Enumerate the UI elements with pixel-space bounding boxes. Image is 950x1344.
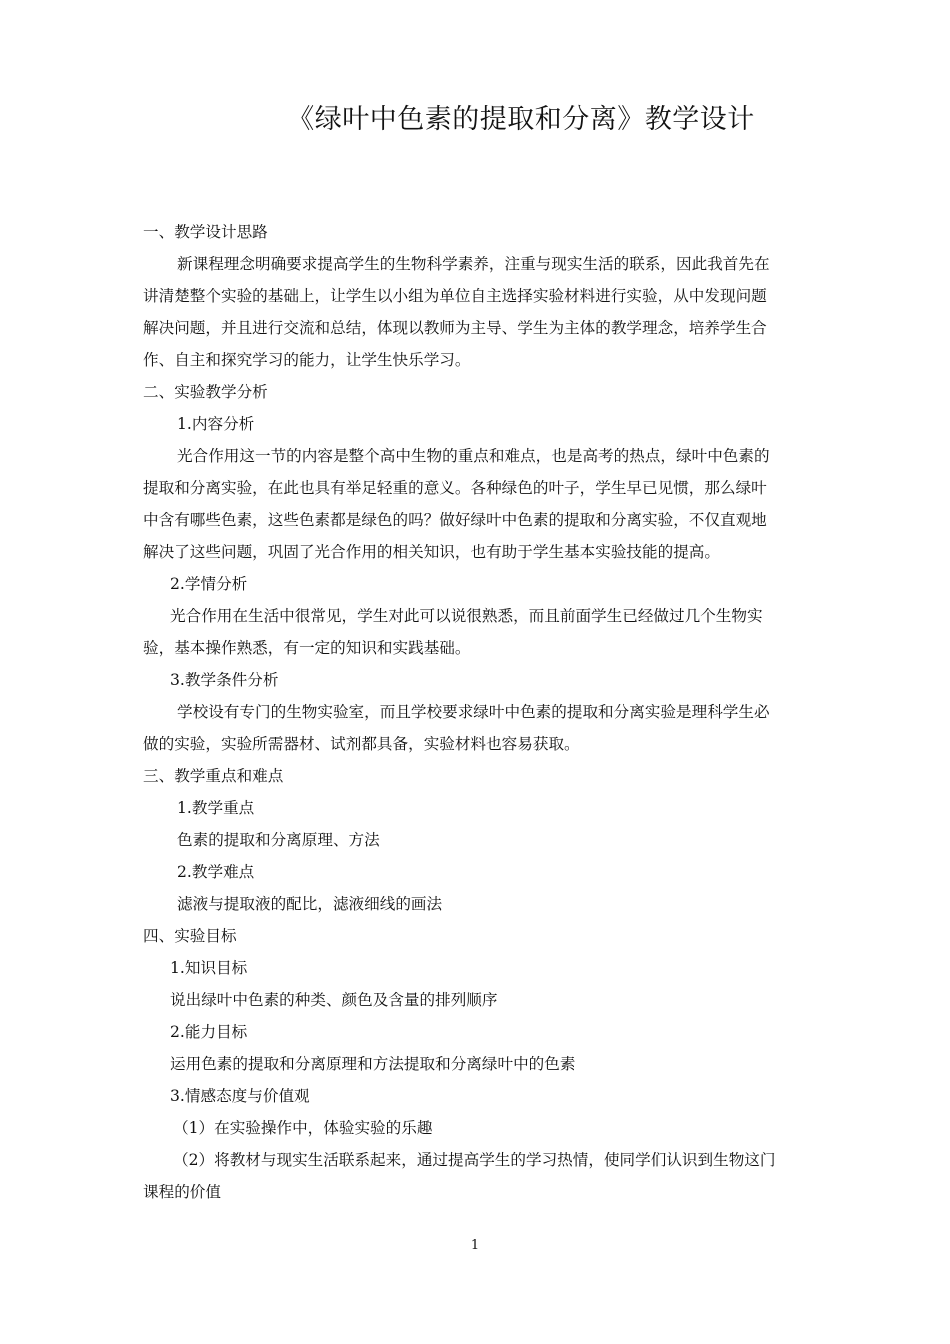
subsection-heading: 3.情感态度与价值观 <box>170 1087 310 1105</box>
paragraph-line: 说出绿叶中色素的种类、颜色及含量的排列顺序 <box>170 991 498 1009</box>
paragraph-line: 做的实验，实验所需器材、试剂都具备，实验材料也容易获取。 <box>143 735 580 753</box>
paragraph-line: 滤液与提取液的配比，滤液细线的画法 <box>177 895 443 913</box>
section-heading: 四、实验目标 <box>143 927 237 945</box>
paragraph-line: 运用色素的提取和分离原理和方法提取和分离绿叶中的色素 <box>170 1055 576 1073</box>
document-title: 《绿叶中色素的提取和分离》教学设计 <box>287 104 755 135</box>
paragraph-line: 解决问题，并且进行交流和总结，体现以教师为主导、学生为主体的教学理念，培养学生合 <box>143 319 767 337</box>
subsection-heading: 2.教学难点 <box>177 863 255 881</box>
paragraph-line: 提取和分离实验，在此也具有举足轻重的意义。各种绿色的叶子，学生早已见惯，那么绿叶 <box>143 479 767 497</box>
paragraph-line: 作、自主和探究学习的能力，让学生快乐学习。 <box>143 351 471 369</box>
paragraph-line: 讲清楚整个实验的基础上，让学生以小组为单位自主选择实验材料进行实验，从中发现问题 <box>143 287 767 305</box>
paragraph-line: 色素的提取和分离原理、方法 <box>177 831 380 849</box>
list-item: （1）在实验操作中，体验实验的乐趣 <box>173 1119 433 1137</box>
section-heading: 三、教学重点和难点 <box>143 767 284 785</box>
paragraph-line: 光合作用在生活中很常见，学生对此可以说很熟悉，而且前面学生已经做过几个生物实 <box>170 607 763 625</box>
paragraph-line: 光合作用这一节的内容是整个高中生物的重点和难点，也是高考的热点，绿叶中色素的 <box>177 447 770 465</box>
subsection-heading: 1.知识目标 <box>170 959 248 977</box>
paragraph-line: 课程的价值 <box>143 1183 221 1201</box>
subsection-heading: 1.内容分析 <box>177 415 255 433</box>
paragraph-line: 学校设有专门的生物实验室，而且学校要求绿叶中色素的提取和分离实验是理科学生必 <box>177 703 770 721</box>
paragraph-line: 验，基本操作熟悉，有一定的知识和实践基础。 <box>143 639 471 657</box>
page-number: 1 <box>470 1238 480 1253</box>
subsection-heading: 2.学情分析 <box>170 575 248 593</box>
subsection-heading: 2.能力目标 <box>170 1023 248 1041</box>
section-heading: 一、教学设计思路 <box>143 223 268 241</box>
document-body <box>143 216 808 1208</box>
paragraph-line: 解决了这些问题，巩固了光合作用的相关知识，也有助于学生基本实验技能的提高。 <box>143 543 720 561</box>
list-item: （2）将教材与现实生活联系起来，通过提高学生的学习热情，使同学们认识到生物这门 <box>173 1151 776 1169</box>
subsection-heading: 3.教学条件分析 <box>170 671 279 689</box>
paragraph-line: 新课程理念明确要求提高学生的生物科学素养，注重与现实生活的联系，因此我首先在 <box>177 255 770 273</box>
section-heading: 二、实验教学分析 <box>143 383 268 401</box>
paragraph-line: 中含有哪些色素，这些色素都是绿色的吗？做好绿叶中色素的提取和分离实验，不仅直观地 <box>143 511 767 529</box>
subsection-heading: 1.教学重点 <box>177 799 255 817</box>
